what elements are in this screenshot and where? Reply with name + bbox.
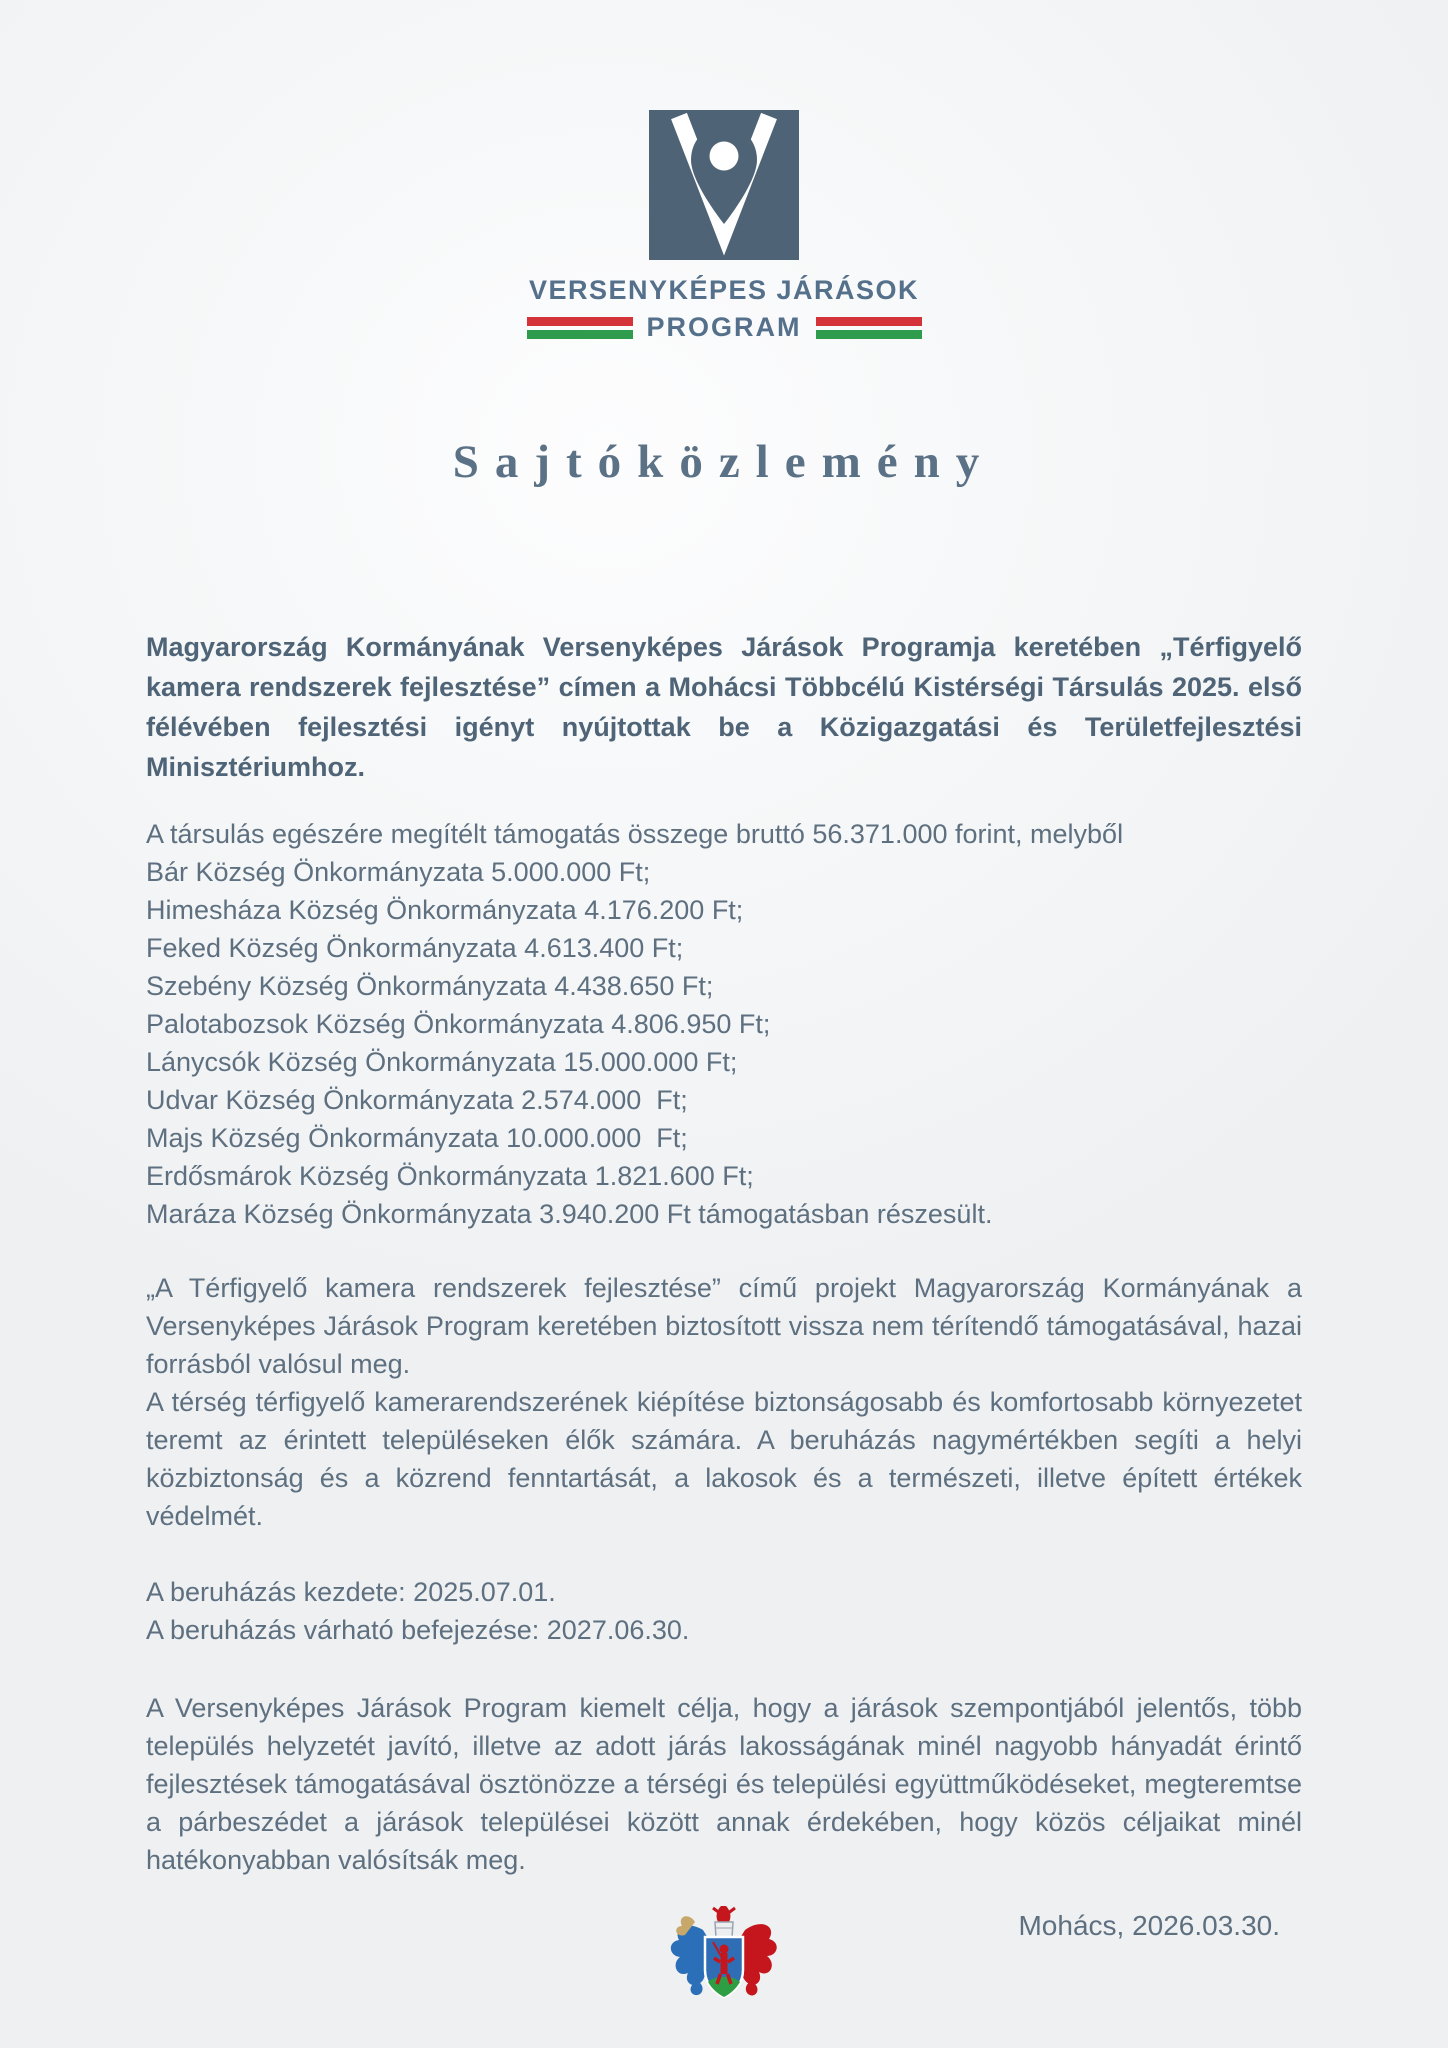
footer xyxy=(146,1906,1302,2048)
project-dates-block xyxy=(146,1573,1302,1649)
program-logo-subtitle: PROGRAM xyxy=(646,312,802,342)
program-logo-subtitle-row xyxy=(0,312,1448,343)
lead-paragraph: Magyarország Kormányának Versenyképes Járások Programja keretében „Térfigyelő kamera rendszerek fejlesztése” címen a Mohácsi Többcélú Kistérségi Társulás 2025. első félévében fejlesztési igényt nyújtottak be a Közigazgatási és Területfejlesztési Minisztériumhoz. xyxy=(146,632,1302,782)
page-title: Sajtóközlemény xyxy=(452,436,996,488)
dateline: Mohács, 2026.03.30. xyxy=(1018,1910,1280,1941)
grant-line: Himesháza Község Önkormányzata 4.176.200 Ft; xyxy=(146,895,744,925)
hungarian-flag-stripes-left-icon xyxy=(527,317,633,339)
program-logo-header xyxy=(0,0,1448,343)
grant-list xyxy=(146,815,1302,1233)
location-pin-v-logo-icon xyxy=(649,110,799,260)
grant-line: Majs Község Önkormányzata 10.000.000 Ft; xyxy=(146,1123,688,1153)
grant-line: Feked Község Önkormányzata 4.613.400 Ft; xyxy=(146,933,684,963)
grant-line: Udvar Község Önkormányzata 2.574.000 Ft; xyxy=(146,1085,688,1115)
project-funding-paragraph: „A Térfigyelő kamera rendszerek fejlesztése” című projekt Magyarország Kormányának a Versenyképes Járások Program keretében biztosított vissza nem térítendő támogatásával, hazai forrásból valósul meg. xyxy=(146,1273,1302,1379)
grant-line: Palotabozsok Község Önkormányzata 4.806.950 Ft; xyxy=(146,1009,771,1039)
project-end-date-line: A beruházás várható befejezése: 2027.06.30. xyxy=(146,1615,690,1645)
grant-line: Maráza Község Önkormányzata 3.940.200 Ft támogatásban részesült. xyxy=(146,1199,993,1229)
grant-line: Szebény Község Önkormányzata 4.438.650 Ft; xyxy=(146,971,714,1001)
program-goal-paragraph: A Versenyképes Járások Program kiemelt célja, hogy a járások szempontjából jelentős, több település helyzetét javító, illetve az adott járás lakosságának minél nagyobb hányadát érintő fejlesztések támogatásával ösztönözze a térségi és települési együttműködéseket, megteremtse a párbeszédet a járások települései között annak érdekében, hogy közös céljaikat minél hatékonyabban valósítsák meg. xyxy=(146,1693,1302,1875)
grant-line: Erdősmárok Község Önkormányzata 1.821.600 Ft; xyxy=(146,1161,754,1191)
hungarian-flag-stripes-right-icon xyxy=(816,317,922,339)
grant-line: Lánycsók Község Önkormányzata 15.000.000 Ft; xyxy=(146,1047,738,1077)
mohacs-coat-of-arms-icon xyxy=(663,1906,785,2018)
press-release-body xyxy=(146,627,1302,1879)
project-description-block xyxy=(146,1269,1302,1535)
grant-line: Bár Község Önkormányzata 5.000.000 Ft; xyxy=(146,857,651,887)
program-logo-title: VERSENYKÉPES JÁRÁSOK xyxy=(528,275,920,305)
project-benefit-paragraph: A térség térfigyelő kamerarendszerének kiépítése biztonságosabb és komfortosabb környezetet teremt az érintett településeken élők számára. A beruházás nagymértékben segíti a helyi közbiztonság és a közrend fenntartását, a lakosok és a természeti, illetve épített értékek védelmét. xyxy=(146,1387,1302,1531)
project-start-date-line: A beruházás kezdete: 2025.07.01. xyxy=(146,1577,556,1607)
grant-intro-line: A társulás egészére megítélt támogatás összege bruttó 56.371.000 forint, melyből xyxy=(146,819,1124,849)
